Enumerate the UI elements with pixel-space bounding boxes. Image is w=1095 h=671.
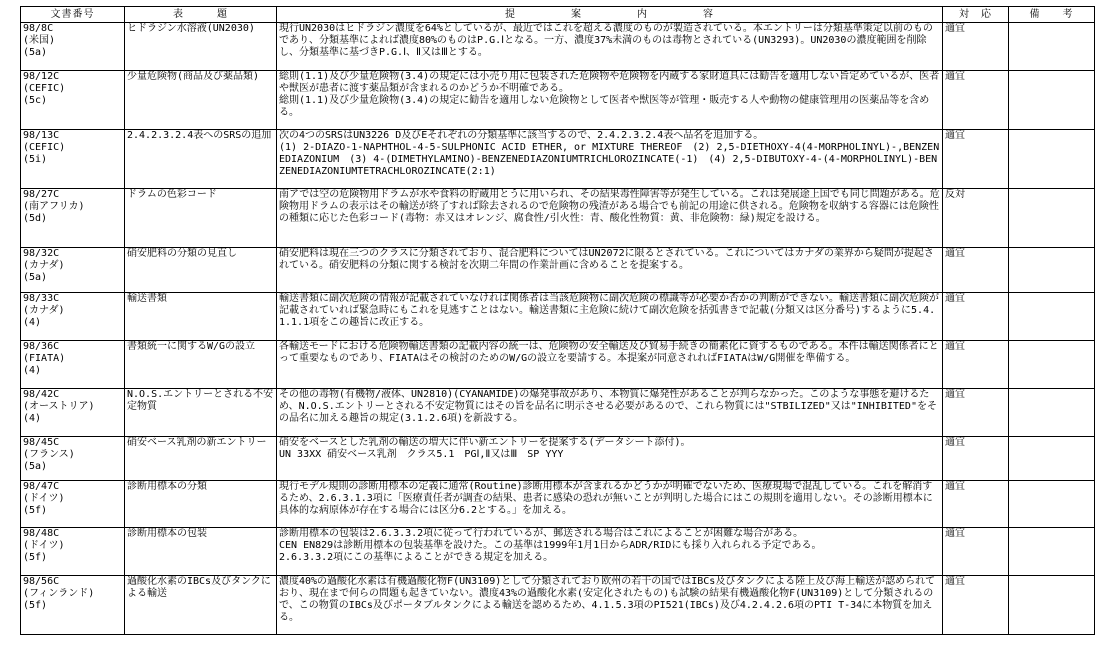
table-row [21, 293, 1095, 341]
proposal-cell: 総則(1.1)及び少量危険物(3.4)の規定には小売り用に包装された危険物や危険物を内蔵する家財道具には勧告を適用しない旨定めているが、医者や獣医が患者に渡す薬品類が含まれるのかどうか不明確である。 総則(1.1)及び少量危険物(3.4)の規定に勧告を適用しない危険物として医者や獣医等が管理・販売する人や動物の健康管理用の医薬品等を含める。 [277, 71, 943, 130]
doc-number-cell: 98/8C (米国) (5a) [21, 23, 125, 71]
table-row [21, 71, 1095, 130]
table-row [21, 23, 1095, 71]
table-row [21, 481, 1095, 528]
header-proposal: 提 案 内 容 [277, 7, 943, 23]
remarks-cell [1009, 576, 1095, 635]
subject-cell: 硝安肥料の分類の見直し [125, 248, 277, 293]
doc-number-cell: 98/45C (フランス) (5a) [21, 437, 125, 481]
table-row [21, 341, 1095, 389]
remarks-cell [1009, 248, 1095, 293]
response-cell: 適宜 [943, 437, 1009, 481]
doc-number-cell: 98/12C (CEFIC) (5c) [21, 71, 125, 130]
subject-cell: ヒドラジン水溶液(UN2030) [125, 23, 277, 71]
response-cell: 適宜 [943, 293, 1009, 341]
proposal-cell: 現行UN2030はヒドラジン濃度を64%としているが、最近ではこれを超える濃度のものが製造されている。本エントリーは分類基準策定以前のものであり、分類基準によれば濃度80%のものはP.G.Ⅰとなる。一方、濃度37%未満のものは毒物とされている(UN3293)。UN2030の濃度範囲を削除し、分類基準に基づきP.G.Ⅰ、Ⅱ又はⅢとする。 [277, 23, 943, 71]
remarks-cell [1009, 437, 1095, 481]
doc-number-cell: 98/27C (南アフリカ) (5d) [21, 189, 125, 248]
table-row [21, 130, 1095, 189]
subject-cell: 輸送書類 [125, 293, 277, 341]
subject-cell: 書類統一に関するW/Gの設立 [125, 341, 277, 389]
doc-number-cell: 98/56C (フィンランド) (5f) [21, 576, 125, 635]
remarks-cell [1009, 293, 1095, 341]
response-cell: 適宜 [943, 130, 1009, 189]
doc-number-cell: 98/32C (カナダ) (5a) [21, 248, 125, 293]
response-cell: 適宜 [943, 481, 1009, 528]
header-row [21, 7, 1095, 23]
doc-number-cell: 98/47C (ドイツ) (5f) [21, 481, 125, 528]
subject-cell: 診断用標本の包装 [125, 528, 277, 576]
proposal-cell: 診断用標本の包装は2.6.3.3.2項に従って行われているが、郵送される場合はこれによることが困難な場合がある。 CEN EN829は診断用標本の包装基準を設けた。この基準は1999年1月1日からADR/RIDにも採り入れられる予定である。 2.6.3.3.2項にこの基準によることができる規定を加える。 [277, 528, 943, 576]
table-row [21, 189, 1095, 248]
proposal-cell: 輸送書類に副次危険の情報が記載されていなければ関係者は当該危険物に副次危険の標識等が必要か否かの判断ができない。輸送書類に副次危険が記載されていれば緊急時にもこれを見逃すことはない。輸送書類に主危険に続けて副次危険を括弧書きで記載(分類又は区分番号)するように5.4.1.1.1項をこの趣旨に改正する。 [277, 293, 943, 341]
doc-number-cell: 98/42C (オーストリア) (4) [21, 389, 125, 437]
response-cell: 適宜 [943, 71, 1009, 130]
subject-cell: 硝安ベース乳剤の新エントリー [125, 437, 277, 481]
subject-cell: N.O.S.エントリーとされる不安定物質 [125, 389, 277, 437]
proposal-cell: その他の毒物(有機物/液体、UN2810)(CYANAMIDE)の爆発事故があり、本物質に爆発性があることが判らなかった。このような事態を避けるため、N.O.S.エントリーとされる不安定物質にはその旨を品名に明示させる必要があるので、これら物質には"STBILIZED"又は"INHIBITED"をその品名に加える趣旨の規定(3.1.2.6項)を新設する。 [277, 389, 943, 437]
proposal-table [20, 6, 1095, 635]
subject-cell: 診断用標本の分類 [125, 481, 277, 528]
remarks-cell [1009, 71, 1095, 130]
header-doc-number: 文書番号 [21, 7, 125, 23]
remarks-cell [1009, 341, 1095, 389]
response-cell: 適宜 [943, 341, 1009, 389]
remarks-cell [1009, 130, 1095, 189]
doc-number-cell: 98/13C (CEFIC) (5i) [21, 130, 125, 189]
header-response: 対 応 [943, 7, 1009, 23]
remarks-cell [1009, 23, 1095, 71]
subject-cell: ドラムの色彩コード [125, 189, 277, 248]
proposal-cell: 各輸送モードにおける危険物輸送書類の記載内容の統一は、危険物の安全輸送及び貿易手続きの簡素化に資するものである。本件は輸送関係者にとって重要なものであり、FIATAはその検討のためのW/Gの設立を要請する。本提案が同意されればFIATAはW/G開催を準備する。 [277, 341, 943, 389]
response-cell: 適宜 [943, 576, 1009, 635]
response-cell: 反対 [943, 189, 1009, 248]
header-remarks: 備 考 [1009, 7, 1095, 23]
doc-number-cell: 98/33C (カナダ) (4) [21, 293, 125, 341]
response-cell: 適宜 [943, 248, 1009, 293]
header-subject: 表 題 [125, 7, 277, 23]
table-row [21, 248, 1095, 293]
response-cell: 適宜 [943, 389, 1009, 437]
table-row [21, 437, 1095, 481]
proposal-cell: 現行モデル規則の診断用標本の定義に通常(Routine)診断用標本が含まれるかどうかが明確でないため、医療現場で混乱している。これを解消するため、2.6.3.1.3項に「医療責任者が調査の結果、患者に感染の恐れが無いことが判明した場合にはこの規則を適用しない。その診断用標本に具体的な病原体が存在する場合には区分6.2とする。」を加える。 [277, 481, 943, 528]
subject-cell: 過酸化水素のIBCs及びタンクによる輸送 [125, 576, 277, 635]
subject-cell: 少量危険物(商品及び薬品類) [125, 71, 277, 130]
table-row [21, 528, 1095, 576]
proposal-cell: 硝安肥料は現在三つのクラスに分類されており、混合肥料についてはUN2072に限るとされている。これについてはカナダの業界から疑問が提起されている。硝安肥料の分類に関する検討を次期二年間の作業計画に含めることを提案する。 [277, 248, 943, 293]
response-cell: 適宜 [943, 23, 1009, 71]
proposal-cell: 硝安をベースとした乳剤の輸送の増大に伴い新エントリーを提案する(データシート添付)。 UN 33XX 硝安ベース乳剤 クラス5.1 PGⅠ,Ⅱ又はⅢ SP YYY [277, 437, 943, 481]
proposal-cell: 南アでは空の危険物用ドラムが水や食料の貯蔵用とうに用いられ、その結果毒性障害等が発生している。これは発展途上国でも同じ問題がある。危険物用ドラムの表示はその輸送が終了すれば除去されるので危険物の残渣がある場合でも前記の用途に供される。危険物を収納する容器には危険性の種類に応じた色彩コード(毒物：赤又はオレンジ、腐食性/引火性：青、酸化性物質：黄、非危険物：緑)規定を設ける。 [277, 189, 943, 248]
doc-number-cell: 98/36C (FIATA) (4) [21, 341, 125, 389]
remarks-cell [1009, 481, 1095, 528]
proposal-cell: 次の4つのSRSはUN3226 D及びEそれぞれの分類基準に該当するので、2.4.2.3.2.4表へ品名を追加する。 (1) 2-DIAZO-1-NAPHTHOL-4-5-SULPHONIC ACID ETHER, or MIXTURE THEREOF (2) 2,5-DIETHOXY-4(4-MORPHOLINYL)-,BENZENEDIAZONIUM (3) 4-(DIMETHYLAMINO)-BENZENEDIAZONIUMTRICHLOROZINCATE(-1) (4) 2,5-DIBUTOXY-4-(4-MORPHOLINYL)-BENZENEDIAZONIUMTETRACHLOROZINCATE(2:1) [277, 130, 943, 189]
proposal-cell: 濃度40%の過酸化水素は有機過酸化物F(UN3109)として分類されており欧州の若干の国ではIBCs及びタンクによる陸上及び海上輸送が認められており、現在まで何らの問題も起きていない。濃度43%の過酸化水素(安定化されたもの)も試験の結果有機過酸化物F(UN3109)として分類されるので、この物質のIBCs及びポータブルタンクによる輸送を認めるため、4.1.5.3項のPI521(IBCs)及び4.2.4.2.6項のPTI T-34に本物質を加える。 [277, 576, 943, 635]
table-row [21, 389, 1095, 437]
response-cell: 適宜 [943, 528, 1009, 576]
doc-number-cell: 98/48C (ドイツ) (5f) [21, 528, 125, 576]
remarks-cell [1009, 528, 1095, 576]
remarks-cell [1009, 389, 1095, 437]
table-row [21, 576, 1095, 635]
subject-cell: 2.4.2.3.2.4表へのSRSの追加 [125, 130, 277, 189]
remarks-cell [1009, 189, 1095, 248]
